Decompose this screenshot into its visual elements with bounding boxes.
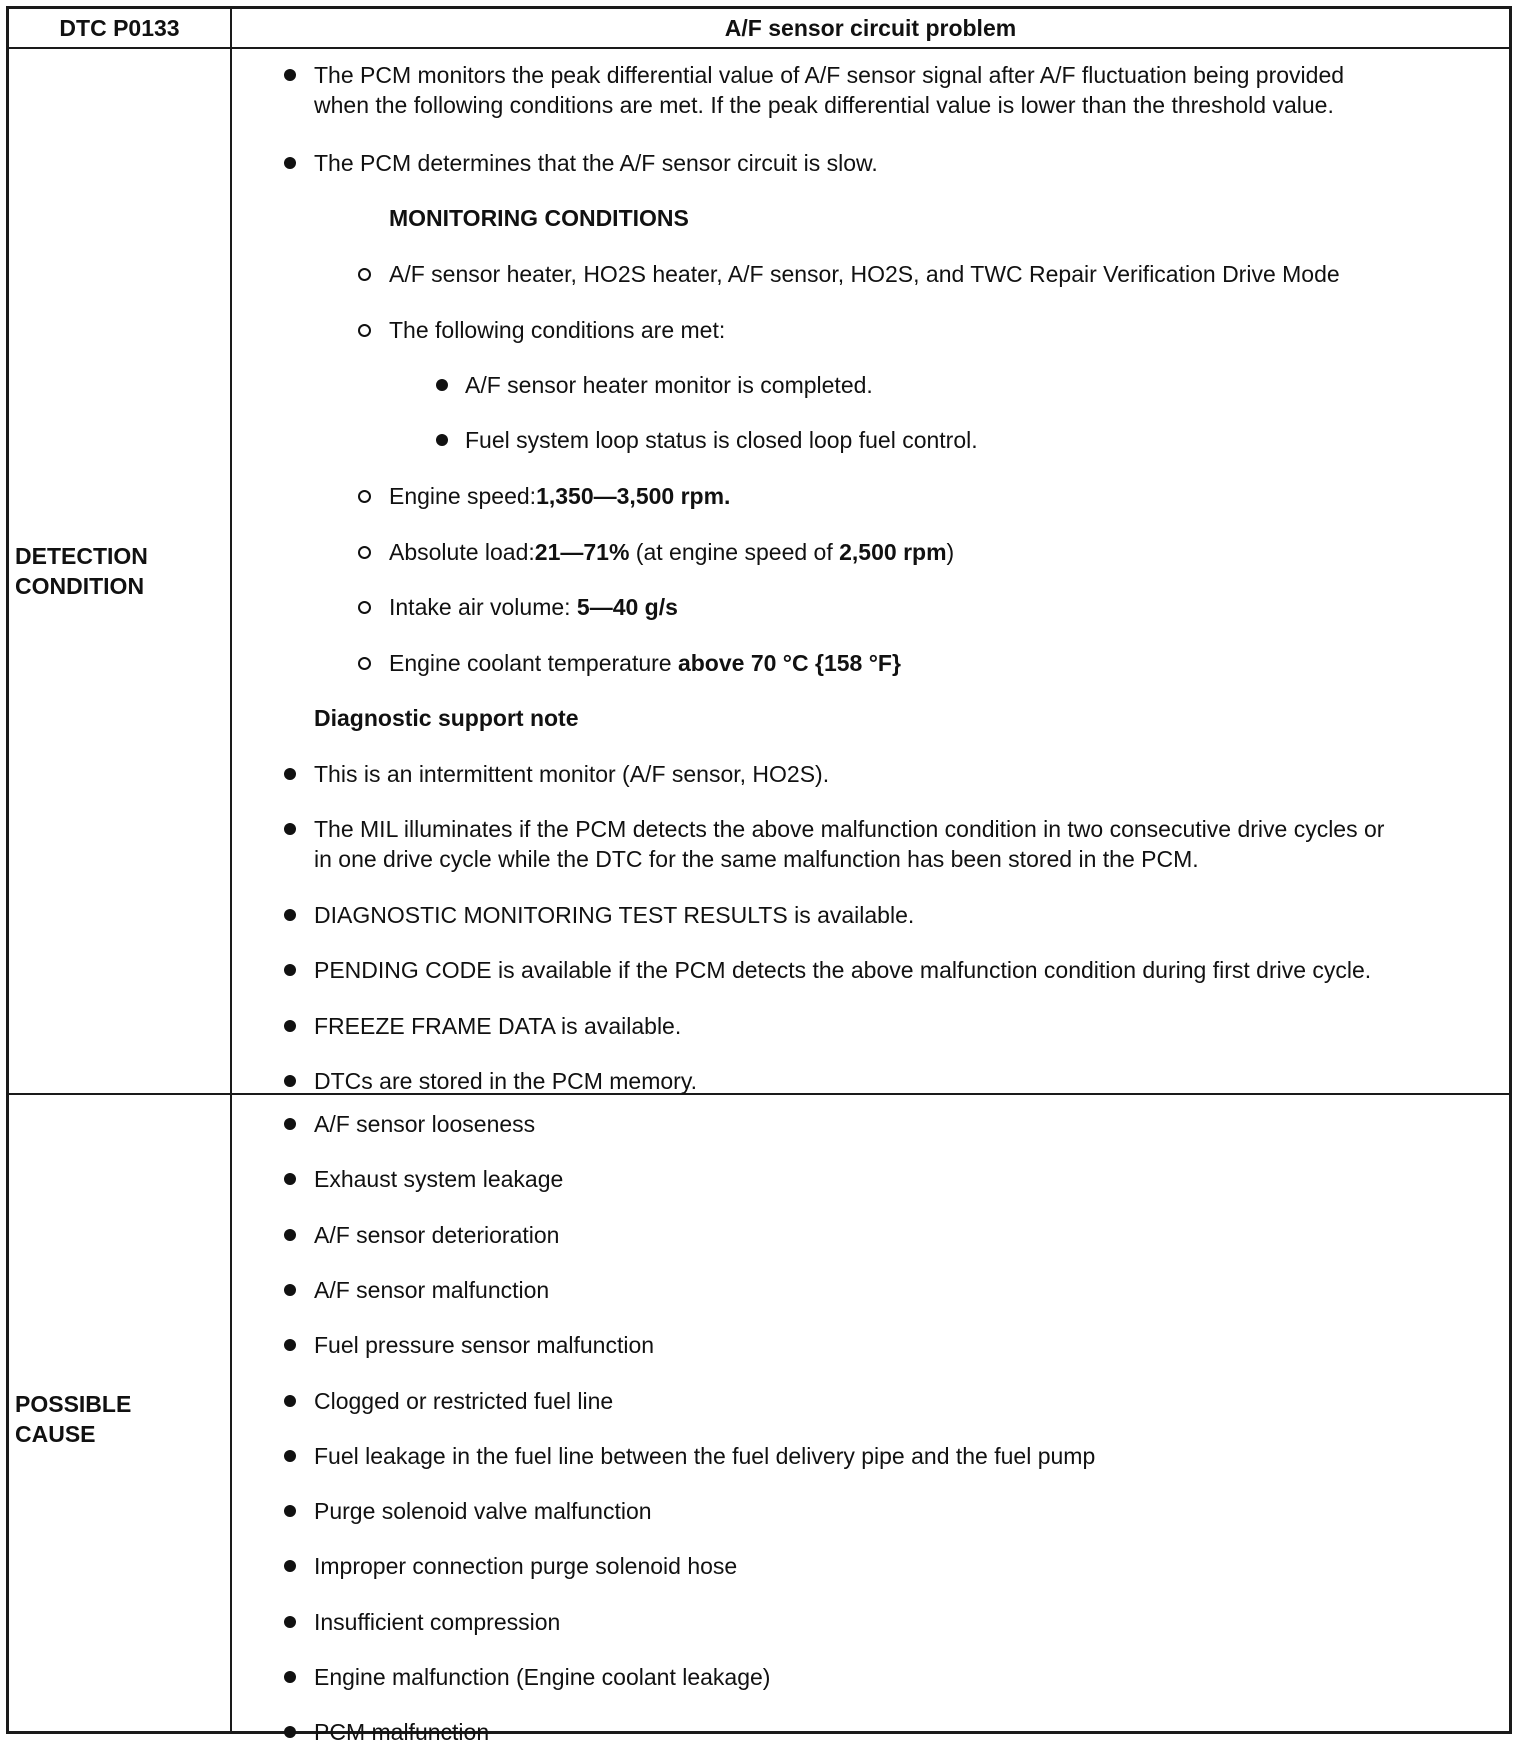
- possible-cause-item: Clogged or restricted fuel line: [314, 1388, 614, 1414]
- bullet-icon: [284, 1020, 296, 1032]
- bullet-icon: [284, 1339, 296, 1351]
- absolute-load-value: 21—71%: [534, 539, 630, 565]
- possible-cause-item: A/F sensor looseness: [314, 1111, 536, 1137]
- coolant-temp-label: Engine coolant temperature: [389, 650, 678, 676]
- bullet-icon: [284, 1560, 296, 1572]
- bullet-icon: [284, 964, 296, 976]
- note-dtc-memory: DTCs are stored in the PCM memory.: [314, 1068, 698, 1094]
- bullet-icon: [436, 434, 448, 446]
- bullet-icon: [436, 379, 448, 391]
- circle-bullet-icon: [358, 268, 371, 281]
- bullet-icon: [284, 1505, 296, 1517]
- circle-bullet-icon: [358, 657, 371, 670]
- bullet-icon: [284, 1075, 296, 1087]
- possible-cause-item: Fuel leakage in the fuel line between the fuel delivery pipe and the fuel pump: [314, 1443, 1096, 1469]
- note-pending-code: PENDING CODE is available if the PCM detects the above malfunction condition during first drive cycle.: [314, 957, 1372, 983]
- possible-cause-item: Engine malfunction (Engine coolant leakage): [314, 1664, 771, 1690]
- possible-cause-item: A/F sensor malfunction: [314, 1277, 550, 1303]
- note-mil-line-2: in one drive cycle while the DTC for the same malfunction has been stored in the PCM.: [314, 846, 1199, 872]
- note-test-results: DIAGNOSTIC MONITORING TEST RESULTS is available.: [314, 902, 915, 928]
- possible-cause-label: POSSIBLE CAUSE: [15, 1391, 132, 1447]
- dtc-table: [6, 6, 1512, 1745]
- absolute-load-label: Absolute load:: [389, 539, 535, 565]
- circle-bullet-icon: [358, 324, 371, 337]
- intake-air-label: Intake air volume:: [389, 594, 577, 620]
- dtc-code: DTC P0133: [59, 15, 180, 41]
- bullet-icon: [284, 157, 296, 169]
- possible-cause-item: Fuel pressure sensor malfunction: [314, 1332, 655, 1358]
- condition-absolute-load: [389, 537, 954, 567]
- condition-coolant-temp: [389, 648, 901, 678]
- bullet-icon: [284, 1173, 296, 1185]
- absolute-load-rpm: 2,500 rpm: [839, 539, 947, 565]
- monitoring-conditions-heading: MONITORING CONDITIONS: [389, 205, 689, 231]
- engine-speed-value: 1,350—3,500 rpm.: [536, 483, 731, 509]
- circle-bullet-icon: [358, 601, 371, 614]
- diagnostic-support-heading: Diagnostic support note: [314, 705, 579, 731]
- bullet-icon: [284, 69, 296, 81]
- bullet-icon: [284, 909, 296, 921]
- intake-air-value: 5—40 g/s: [576, 594, 678, 620]
- column-divider: [230, 9, 232, 1731]
- note-intermittent: This is an intermittent monitor (A/F sensor, HO2S).: [314, 761, 830, 787]
- condition-following: The following conditions are met:: [389, 317, 726, 343]
- note-freeze-frame: FREEZE FRAME DATA is available.: [314, 1013, 682, 1039]
- bullet-icon: [284, 1671, 296, 1683]
- possible-cause-item: Insufficient compression: [314, 1609, 561, 1635]
- detection-condition-label: DETECTION CONDITION: [15, 543, 148, 599]
- bullet-icon: [284, 1450, 296, 1462]
- bullet-icon: [284, 1616, 296, 1628]
- absolute-load-close: ): [946, 539, 955, 565]
- bullet-icon: [284, 1229, 296, 1241]
- absolute-load-note: (at engine speed of: [629, 539, 840, 565]
- possible-cause-item: Purge solenoid valve malfunction: [314, 1498, 652, 1524]
- condition-intake-air: [389, 592, 678, 622]
- bullet-icon: [284, 768, 296, 780]
- sub-condition-2: Fuel system loop status is closed loop fuel control.: [465, 427, 978, 453]
- bullet-icon: [284, 1726, 296, 1738]
- bullet-icon: [284, 1284, 296, 1296]
- intro-line-3: The PCM determines that the A/F sensor circuit is slow.: [314, 150, 878, 176]
- circle-bullet-icon: [358, 490, 371, 503]
- intro-line-1: The PCM monitors the peak differential value of A/F sensor signal after A/F fluctuation being provided: [314, 62, 1345, 88]
- bullet-icon: [284, 823, 296, 835]
- row-divider: [9, 1093, 1509, 1095]
- engine-speed-label: Engine speed:: [389, 483, 537, 509]
- sub-condition-1: A/F sensor heater monitor is completed.: [465, 372, 873, 398]
- bullet-icon: [284, 1395, 296, 1407]
- bullet-icon: [284, 1118, 296, 1130]
- header-divider: [9, 47, 1509, 49]
- possible-cause-item: Exhaust system leakage: [314, 1166, 564, 1192]
- condition-engine-speed: [389, 481, 730, 511]
- note-mil-line-1: The MIL illuminates if the PCM detects the above malfunction condition in two consecutive drive cycles or: [314, 816, 1385, 842]
- possible-cause-item: Improper connection purge solenoid hose: [314, 1553, 738, 1579]
- condition-drive-mode: A/F sensor heater, HO2S heater, A/F sensor, HO2S, and TWC Repair Verification Drive Mode: [389, 261, 1340, 287]
- possible-cause-item: A/F sensor deterioration: [314, 1222, 560, 1248]
- coolant-temp-value: above 70 °C {158 °F}: [677, 650, 901, 676]
- dtc-title: A/F sensor circuit problem: [724, 15, 1017, 41]
- circle-bullet-icon: [358, 546, 371, 559]
- possible-cause-item: PCM malfunction: [314, 1719, 490, 1745]
- intro-line-2: when the following conditions are met. If the peak differential value is lower than the threshold value.: [314, 92, 1334, 118]
